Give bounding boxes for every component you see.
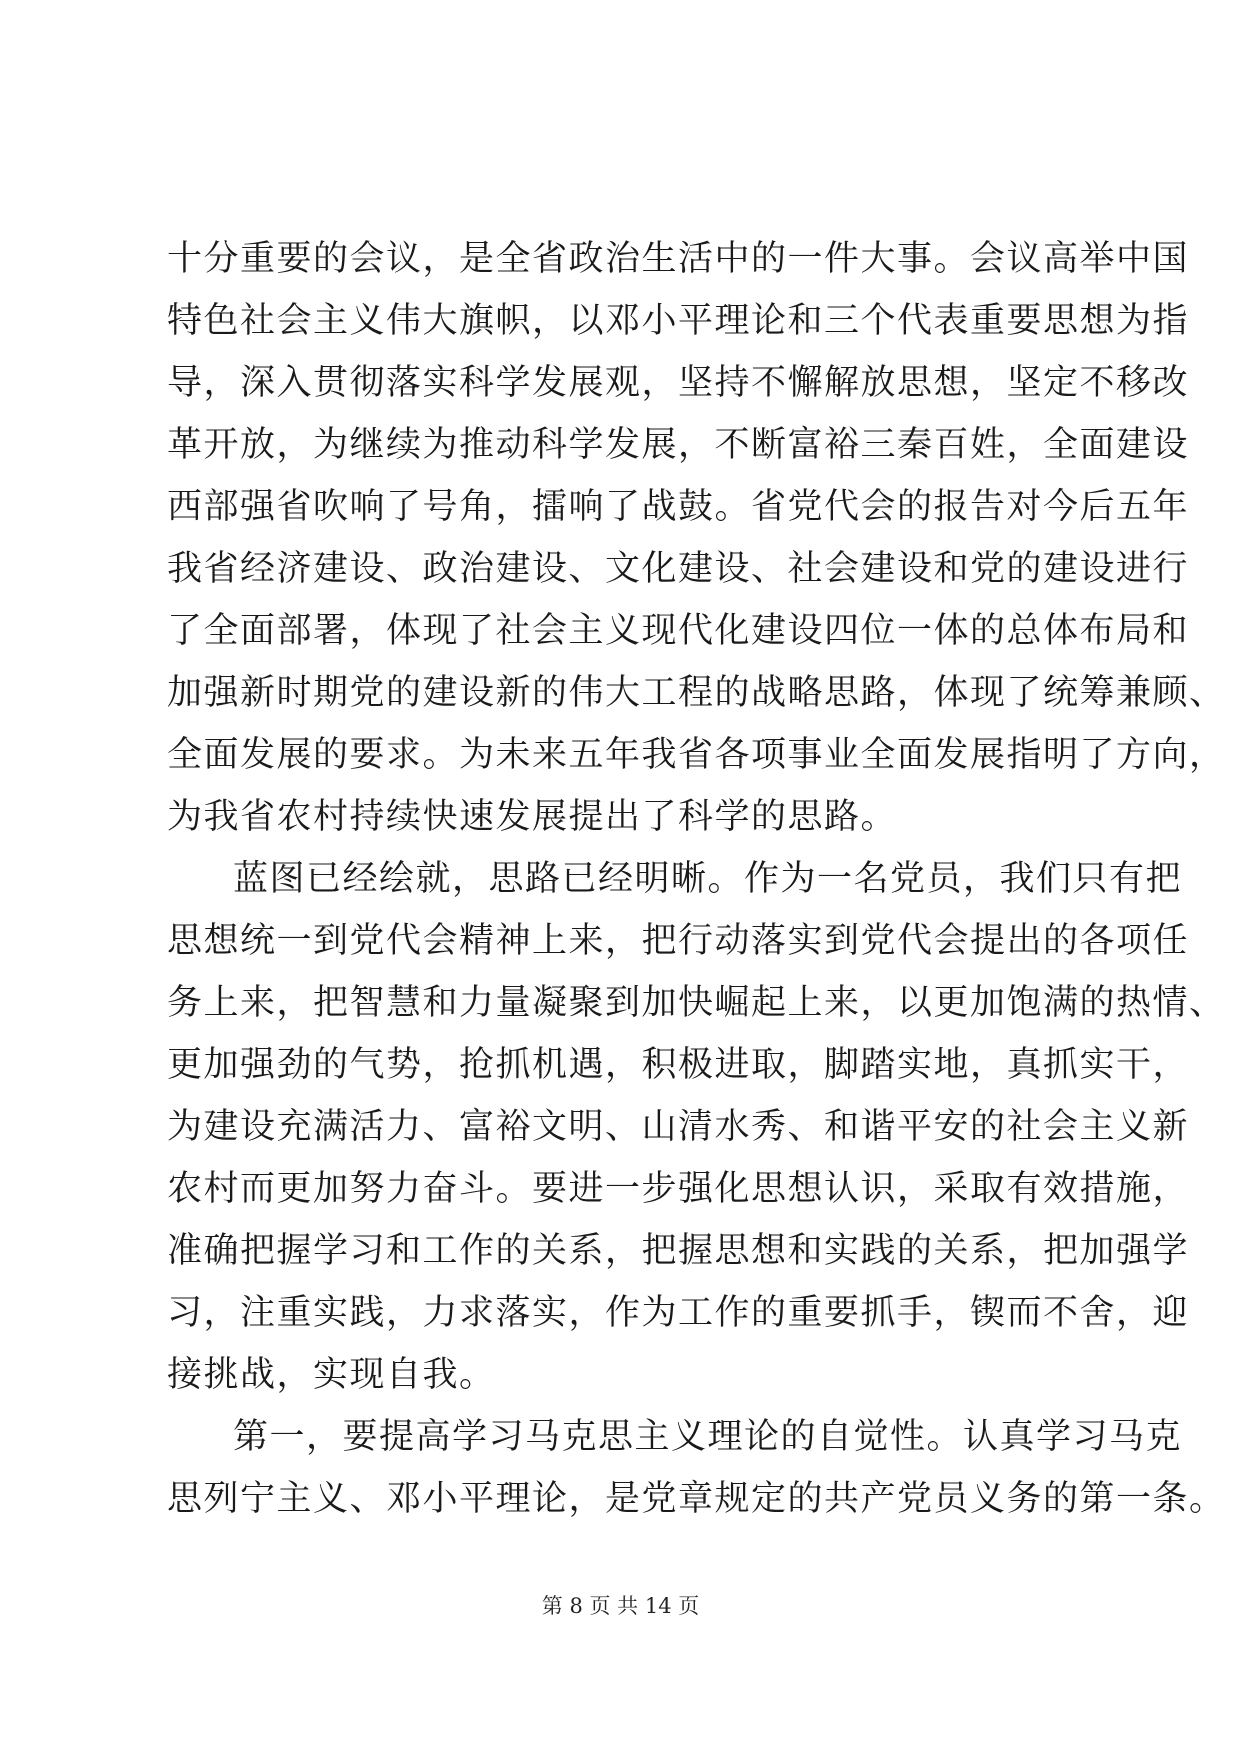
paragraph [167, 228, 1226, 848]
text-line: 我省经济建设、政治建设、文化建设、社会建设和党的建设进行 [167, 549, 1190, 589]
text-line: 农村而更加努力奋斗。要进一步强化思想认识，采取有效措施， [167, 1169, 1190, 1209]
text-line: 更加强劲的气势，抢抓机遇，积极进取，脚踏实地，真抓实干， [167, 1045, 1190, 1085]
text-line: 习，注重实践，力求落实，作为工作的重要抓手，锲而不舍，迎 [167, 1293, 1190, 1333]
text-line: 务上来，把智慧和力量凝聚到加快崛起上来，以更加饱满的热情、 [167, 983, 1226, 1023]
body-text [167, 228, 1226, 1530]
text-line: 革开放，为继续为推动科学发展，不断富裕三秦百姓，全面建设 [167, 425, 1190, 465]
text-line: 导，深入贯彻落实科学发展观，坚持不懈解放思想，坚定不移改 [167, 363, 1190, 403]
paragraph [167, 1406, 1226, 1530]
text-line: 准确把握学习和工作的关系，把握思想和实践的关系，把加强学 [167, 1231, 1190, 1271]
text-line: 蓝图已经绘就，思路已经明晰。作为一名党员，我们只有把 [233, 859, 1183, 899]
text-line: 特色社会主义伟大旗帜，以邓小平理论和三个代表重要思想为指 [167, 301, 1190, 341]
text-line: 为我省农村持续快速发展提出了科学的思路。 [167, 797, 898, 837]
text-line: 思想统一到党代会精神上来，把行动落实到党代会提出的各项任 [167, 921, 1190, 961]
text-line: 接挑战，实现自我。 [167, 1355, 496, 1395]
text-line: 十分重要的会议，是全省政治生活中的一件大事。会议高举中国 [167, 239, 1190, 279]
text-line: 加强新时期党的建设新的伟大工程的战略思路，体现了统筹兼顾、 [167, 673, 1226, 713]
text-line: 第一，要提高学习马克思主义理论的自觉性。认真学习马克 [233, 1417, 1183, 1457]
page-footer: 第 8 页 共 14 页 [541, 1594, 700, 1618]
paragraph [167, 848, 1226, 1406]
text-line: 西部强省吹响了号角，擂响了战鼓。省党代会的报告对今后五年 [167, 487, 1190, 527]
text-line: 为建设充满活力、富裕文明、山清水秀、和谐平安的社会主义新 [167, 1107, 1190, 1147]
text-line: 了全面部署，体现了社会主义现代化建设四位一体的总体布局和 [167, 611, 1190, 651]
text-line: 全面发展的要求。为未来五年我省各项事业全面发展指明了方向， [167, 735, 1226, 775]
text-line: 思列宁主义、邓小平理论，是党章规定的共产党员义务的第一条。 [167, 1479, 1226, 1519]
